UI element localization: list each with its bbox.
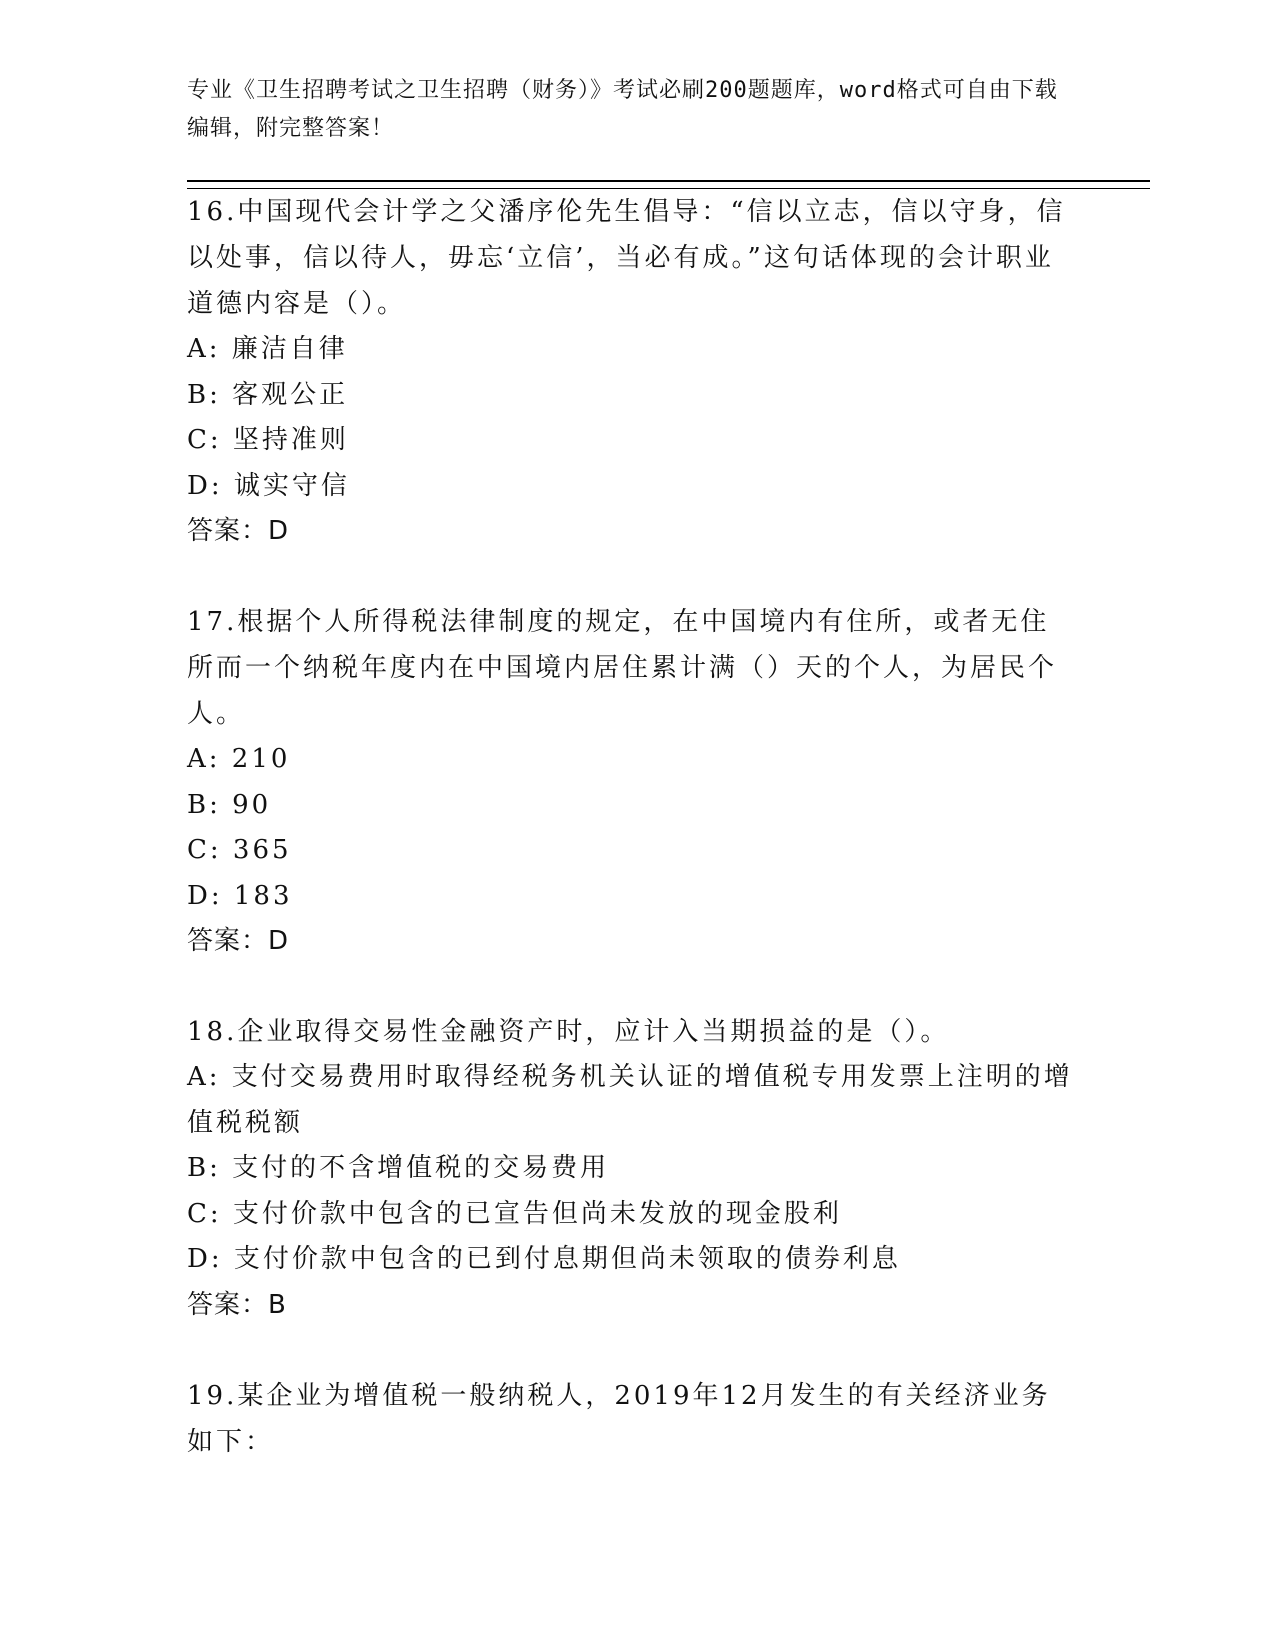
- option-c: C: 支付价款中包含的已宣告但尚未发放的现金股利: [187, 1198, 842, 1229]
- option-a: A: 210: [187, 744, 291, 774]
- answer: 答案：B: [187, 1289, 287, 1320]
- option-d: D: 支付价款中包含的已到付息期但尚未领取的债券利息: [187, 1244, 901, 1274]
- question-17: [187, 599, 1077, 964]
- question-stem: 19.某企业为增值税一般纳税人，2019年12月发生的有关经济业务如下：: [187, 1380, 1051, 1457]
- option-d: D: 诚实守信: [187, 470, 350, 501]
- question-16: [187, 189, 1077, 554]
- option-c: C: 坚持准则: [187, 425, 349, 455]
- question-19: [187, 1373, 1077, 1465]
- question-stem: 16.中国现代会计学之父潘序伦先生倡导：“信以立志，信以守身，信以处事，信以待人，毋忘‘立信’，当必有成。”这句话体现的会计职业道德内容是（）。: [187, 197, 1066, 319]
- question-stem: 18.企业取得交易性金融资产时，应计入当期损益的是（）。: [187, 1017, 950, 1047]
- option-a: A: 廉洁自律: [187, 334, 348, 364]
- answer: 答案：D: [187, 926, 290, 956]
- option-b: B: 支付的不含增值税的交易费用: [187, 1153, 610, 1183]
- header-divider: [187, 180, 1150, 189]
- question-stem: 17.根据个人所得税法律制度的规定，在中国境内有住所，或者无住所而一个纳税年度内在中国境内居住累计满（）天的个人，为居民个人。: [187, 607, 1058, 729]
- option-c: C: 365: [187, 835, 292, 865]
- question-list: [187, 189, 1077, 1510]
- header-text: 专业《卫生招聘考试之卫生招聘（财务）》考试必刷200题题库，word格式可自由下载编辑，附完整答案！: [187, 78, 1058, 141]
- question-18: [187, 1009, 1077, 1328]
- option-b: B: 90: [187, 789, 272, 820]
- document-header: [187, 72, 1067, 148]
- option-a: A: 支付交易费用时取得经税务机关认证的增值税专用发票上注明的增值税税额: [187, 1062, 1073, 1138]
- option-d: D: 183: [187, 880, 293, 911]
- option-b: B: 客观公正: [187, 379, 349, 410]
- answer: 答案：D: [187, 516, 290, 546]
